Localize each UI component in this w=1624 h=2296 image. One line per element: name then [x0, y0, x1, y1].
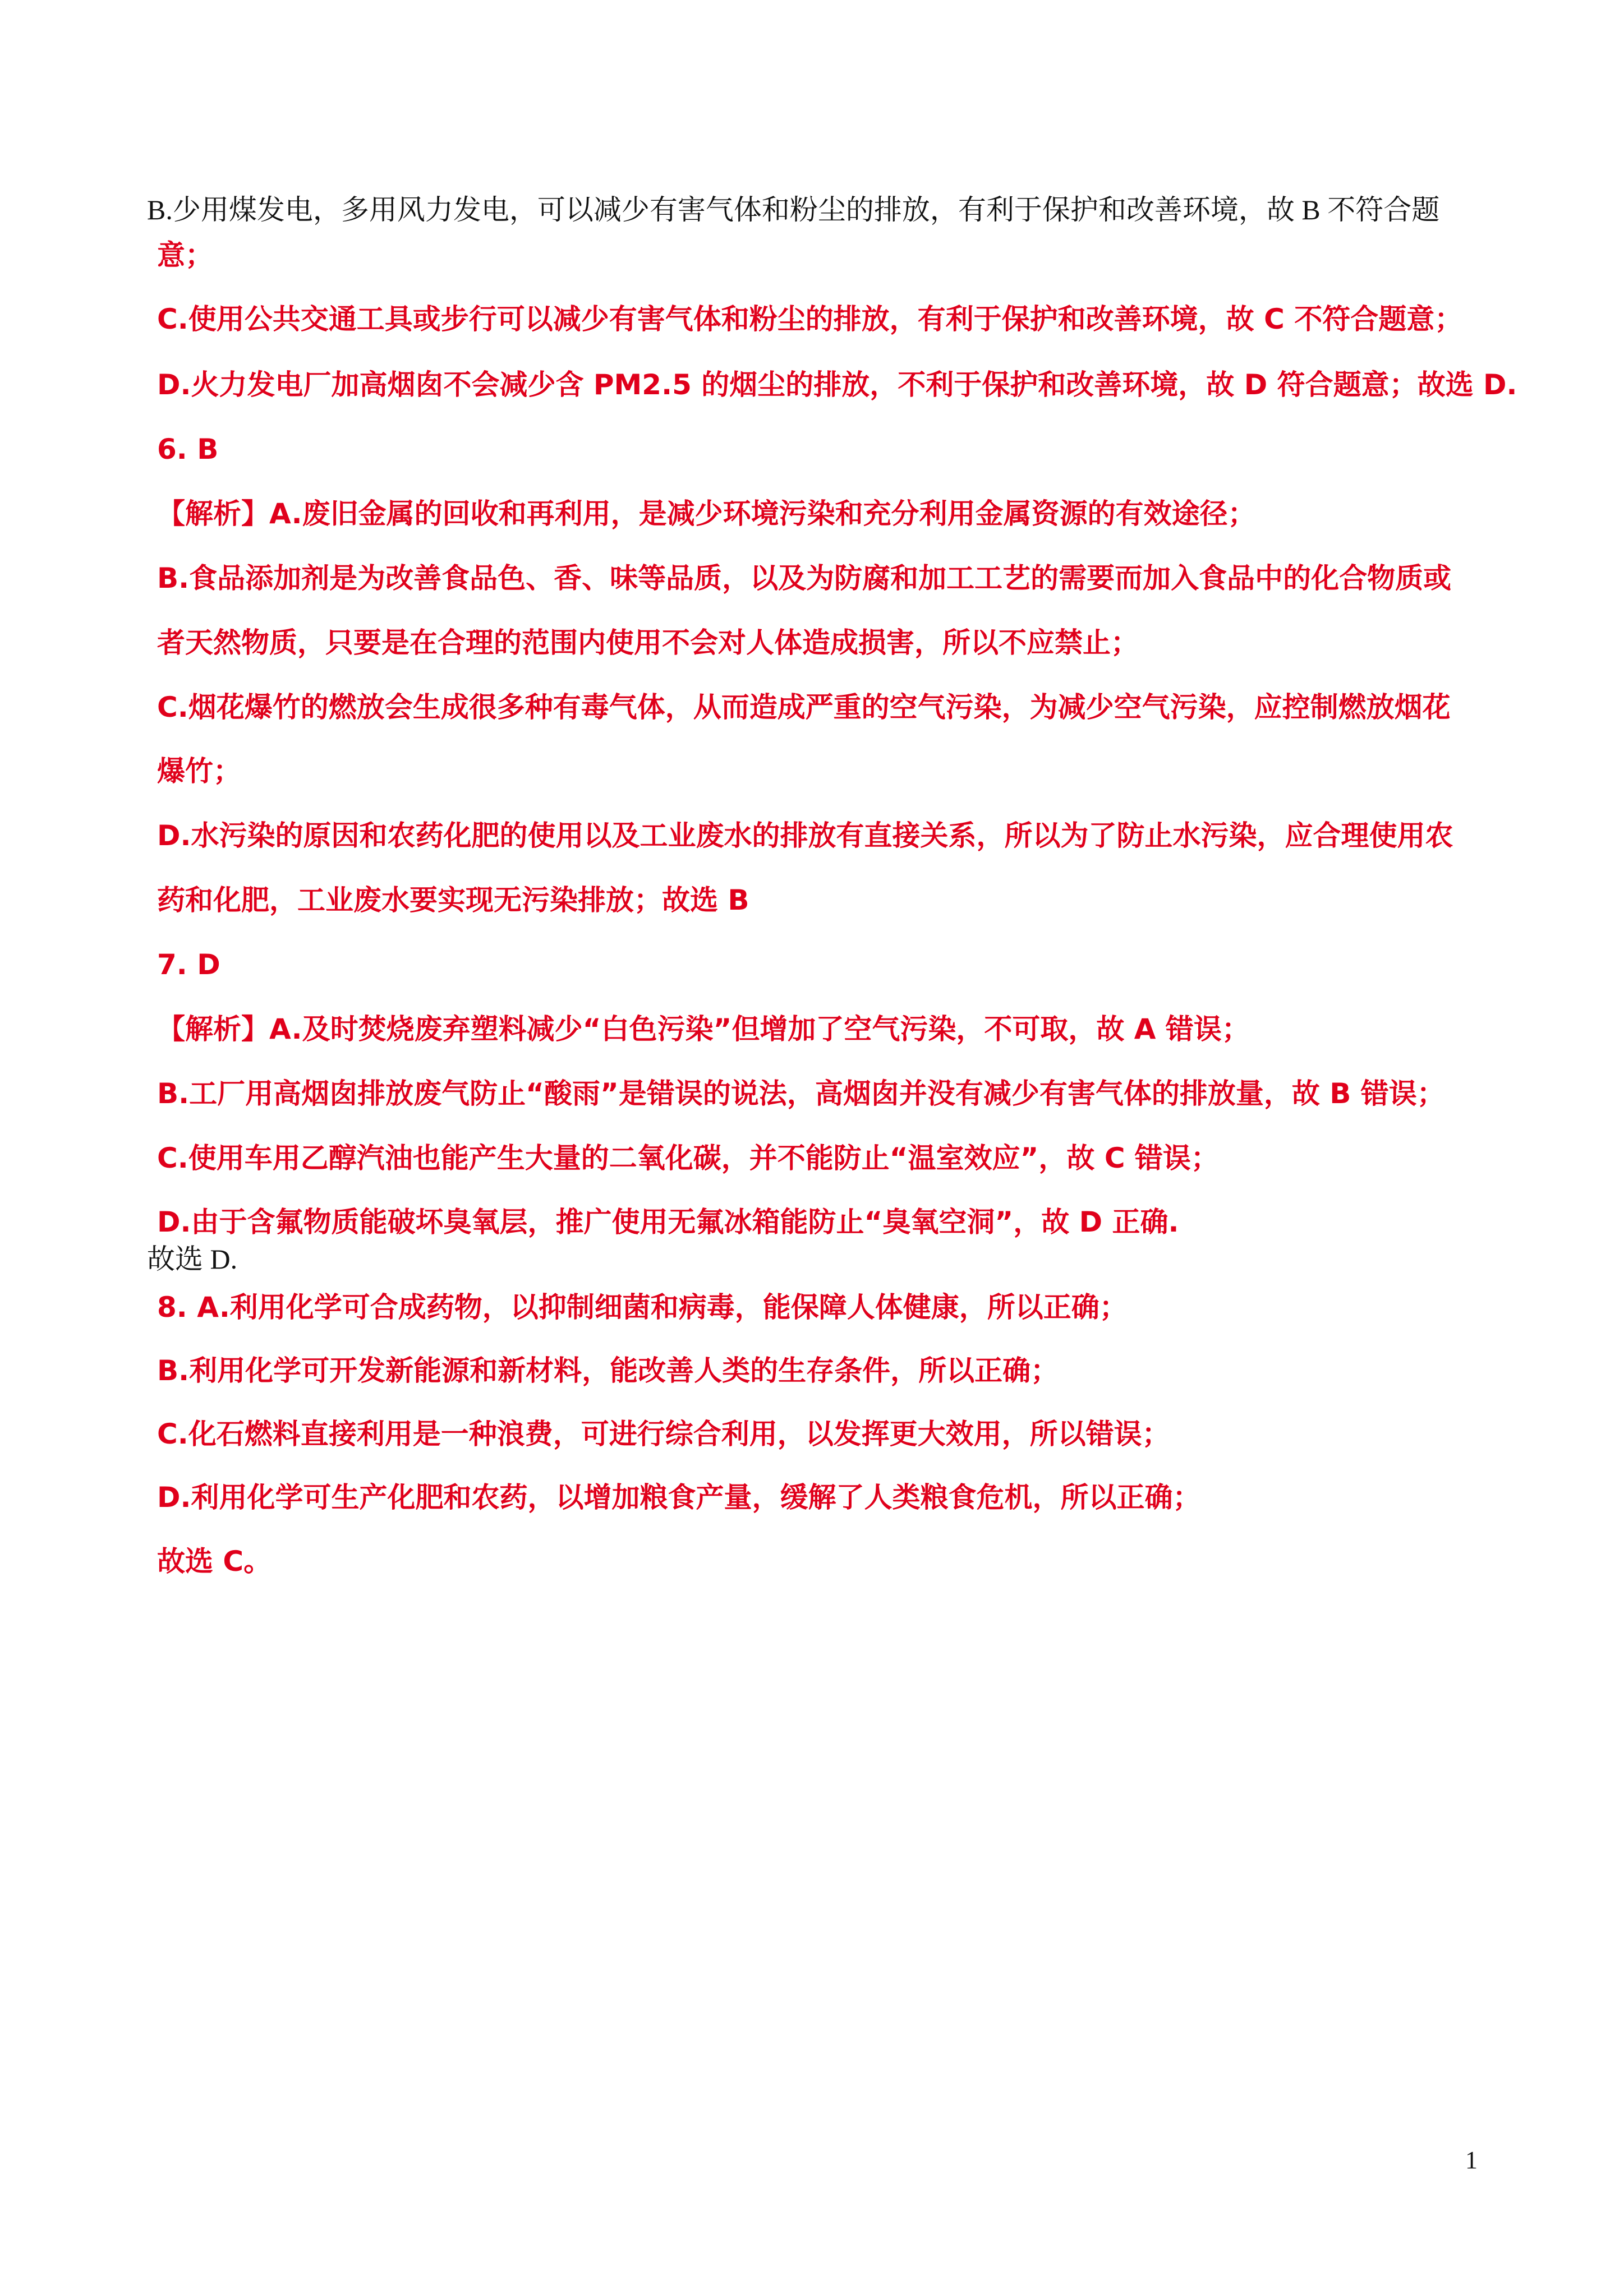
text-line-6: 【解析】A.废旧金属的回收和再利用，是减少环境污染和充分利用金属资源的有效途径； [157, 497, 1256, 530]
text-line-15: B.工厂用高烟囱排放废气防止“酸雨”是错误的说法，高烟囱并没有减少有害气体的排放量，故 B 错误； [157, 1077, 1445, 1110]
text-line-12: 药和化肥，工业废水要实现无污染排放；故选 B [157, 884, 749, 916]
text-line-22: D.利用化学可生产化肥和农药，以增加粮食产量，缓解了人类粮食危机，所以正确； [157, 1481, 1201, 1514]
text-line-10: 爆竹； [157, 755, 241, 787]
text-line-20: B.利用化学可开发新能源和新材料，能改善人类的生存条件，所以正确； [157, 1354, 1059, 1387]
text-line-17: D.由于含氟物质能破坏臭氧层，推广使用无氟冰箱能防止“臭氧空洞”，故 D 正确. [157, 1206, 1179, 1238]
text-line-18: 故选 D. [147, 1243, 238, 1275]
text-line-7: B.食品添加剂是为改善食品色、香、味等品质，以及为防腐和加工工艺的需要而加入食品中的化合物质或 [157, 562, 1452, 594]
text-line-1: B.少用煤发电，多用风力发电，可以减少有害气体和粉尘的排放，有利于保护和改善环境，故 B 不符合题 [147, 194, 1440, 225]
text-line-11: D.水污染的原因和农药化肥的使用以及工业废水的排放有直接关系，所以为了防止水污染，应合理使用农 [157, 819, 1453, 852]
text-line-13: 7. D [157, 948, 220, 981]
text-line-5: 6. B [157, 433, 219, 465]
text-line-23: 故选 C。 [157, 1545, 272, 1578]
page-number: 1 [1465, 2146, 1478, 2174]
answer-text-block [147, 193, 1517, 1578]
text-line-9: C.烟花爆竹的燃放会生成很多种有毒气体，从而造成严重的空气污染，为减少空气污染，应控制燃放烟花 [157, 691, 1451, 723]
text-line-16: C.使用车用乙醇汽油也能产生大量的二氧化碳，并不能防止“温室效应”，故 C 错误； [157, 1142, 1219, 1174]
text-line-14: 【解析】A.及时焚烧废弃塑料减少“白色污染”但增加了空气污染，不可取，故 A 错误； [157, 1013, 1250, 1045]
text-line-21: C.化石燃料直接利用是一种浪费，可进行综合利用，以发挥更大效用，所以错误； [157, 1418, 1170, 1450]
text-line-2: 意； [157, 239, 213, 271]
text-line-4: D.火力发电厂加高烟囱不会减少含 PM2.5 的烟尘的排放，不利于保护和改善环境，故 D 符合题意；故选 D. [157, 368, 1517, 401]
text-line-19: 8. A.利用化学可合成药物，以抑制细菌和病毒，能保障人体健康，所以正确； [157, 1291, 1128, 1324]
text-line-3: C.使用公共交通工具或步行可以减少有害气体和粉尘的排放，有利于保护和改善环境，故 C 不符合题意； [157, 303, 1463, 335]
text-line-8: 者天然物质，只要是在合理的范围内使用不会对人体造成损害，所以不应禁止； [157, 626, 1139, 659]
